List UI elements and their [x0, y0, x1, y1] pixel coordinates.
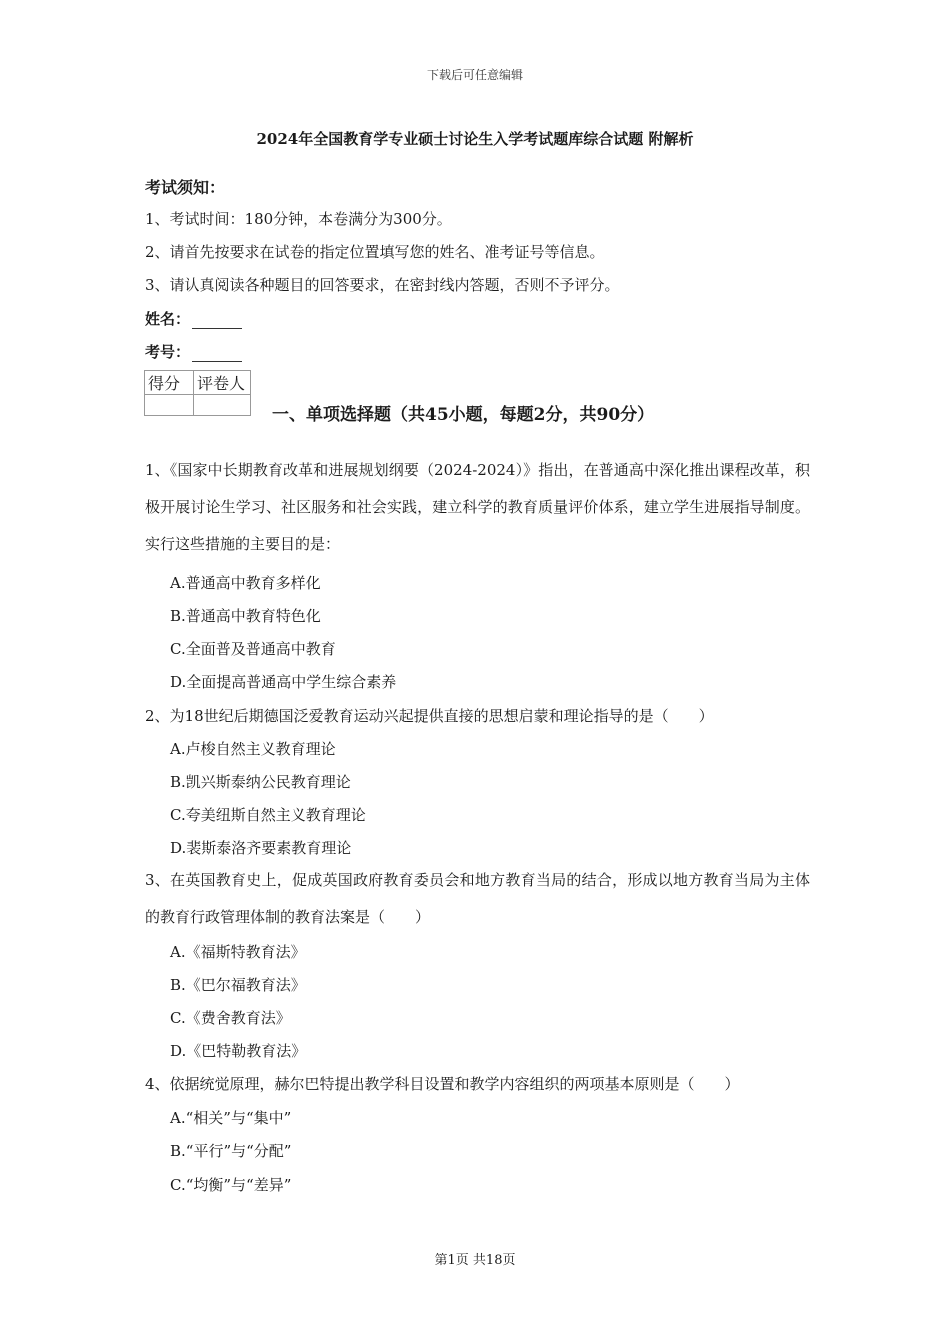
option-c[interactable]: C.《费舍教育法》 [170, 1009, 291, 1027]
document-title: 2024年全国教育学专业硕士讨论生入学考试题库综合试题 附解析 [256, 130, 694, 148]
score-cell[interactable] [145, 395, 194, 416]
notice-item: 2、请首先按要求在试卷的指定位置填写您的姓名、准考证号等信息。 [145, 243, 605, 261]
page-header: 下载后可任意编辑 [426, 68, 523, 82]
name-label: 姓名： [145, 310, 191, 328]
grader-cell[interactable] [194, 395, 251, 416]
option-c[interactable]: C.夸美纽斯自然主义教育理论 [170, 806, 366, 824]
option-a[interactable]: A.《福斯特教育法》 [170, 943, 306, 961]
option-b[interactable]: B.凯兴斯泰纳公民教育理论 [170, 773, 351, 791]
exam-id-label: 考号： [145, 343, 191, 361]
notice-item: 1、考试时间：180分钟，本卷满分为300分。 [145, 210, 452, 228]
section-title: 一、单项选择题（共45小题，每题2分，共90分） [272, 405, 655, 425]
name-field[interactable] [145, 308, 242, 329]
option-a[interactable]: A.普通高中教育多样化 [170, 574, 321, 592]
name-blank[interactable] [192, 312, 242, 329]
question-stem: 2、为18世纪后期德国泛爱教育运动兴起提供直接的思想启蒙和理论指导的是（ ） [145, 707, 714, 725]
notice-item: 3、请认真阅读各种题目的回答要求，在密封线内答题，否则不予评分。 [145, 276, 620, 294]
grader-header: 评卷人 [194, 371, 251, 395]
option-c[interactable]: C.“均衡”与“差异” [170, 1176, 292, 1194]
question-stem: 1、《国家中长期教育改革和进展规划纲要（2024-2024）》指出，在普通高中深化推出课程改革，积极开展讨论生学习、社区服务和社会实践，建立科学的教育质量评价体系，建立学生进展指导制度。实行这些措施的主要目的是： [145, 461, 810, 553]
exam-id-blank[interactable] [192, 345, 242, 362]
option-d[interactable]: D.全面提高普通高中学生综合素养 [170, 673, 397, 691]
option-d[interactable]: D.《巴特勒教育法》 [170, 1042, 307, 1060]
exam-id-field[interactable] [145, 341, 242, 362]
notice-heading: 考试须知： [145, 178, 226, 197]
option-a[interactable]: A.卢梭自然主义教育理论 [170, 740, 336, 758]
option-a[interactable]: A.“相关”与“集中” [170, 1109, 292, 1127]
option-b[interactable]: B.普通高中教育特色化 [170, 607, 321, 625]
option-d[interactable]: D.裴斯泰洛齐要素教育理论 [170, 839, 352, 857]
option-b[interactable]: B.《巴尔福教育法》 [170, 976, 306, 994]
question-stem: 4、依据统觉原理，赫尔巴特提出教学科目设置和教学内容组织的两项基本原则是（ ） [145, 1075, 740, 1093]
score-table [144, 370, 251, 416]
page-footer: 第1页 共18页 [434, 1253, 516, 1268]
score-header: 得分 [145, 371, 194, 395]
option-c[interactable]: C.全面普及普通高中教育 [170, 640, 336, 658]
option-b[interactable]: B.“平行”与“分配” [170, 1142, 292, 1160]
question-stem: 3、在英国教育史上，促成英国政府教育委员会和地方教育当局的结合，形成以地方教育当局为主体的教育行政管理体制的教育法案是（ ） [145, 871, 810, 926]
